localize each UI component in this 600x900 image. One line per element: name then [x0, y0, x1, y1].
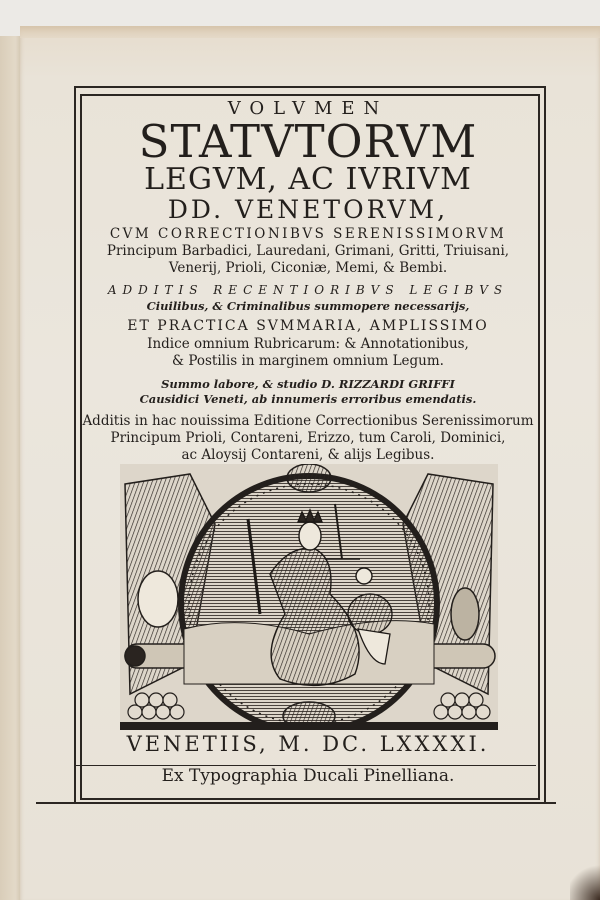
woodcut-engraving: [120, 464, 498, 730]
additions-heading: ADDITIS RECENTIORIBVS LEGIBVS: [107, 283, 509, 297]
place-and-date: VENETIIS, M. DC. LXXXXI.: [126, 732, 490, 756]
title-volumen: VOLVMEN: [227, 98, 389, 119]
corner-stain: [570, 860, 600, 900]
editor-line-1: Summo labore, & studio D. RIZZARDI GRIFFI: [161, 377, 455, 391]
new-edition-line-2: Principum Prioli, Contareni, Erizzo, tum Caroli, Dominici,: [110, 430, 506, 446]
book-spine-edge: [0, 36, 22, 900]
practica-line-2: & Postilis in marginem omnium Legum.: [172, 353, 444, 369]
top-mask-ornament: [287, 464, 331, 492]
practica-line-1: Indice omnium Rubricarum: & Annotationibus,: [147, 336, 469, 352]
title-text-block: [82, 96, 534, 486]
new-edition-line-3: ac Aloysij Contareni, & alijs Legibus.: [181, 447, 435, 463]
title-legum: LEGVM, AC IVRIVM: [144, 162, 472, 197]
corrections-line-1: Principum Barbadici, Lauredani, Grimani, Gritti, Triuisani,: [106, 243, 510, 259]
editor-line-2: Causidici Veneti, ab innumeris erroribus emendatis.: [139, 392, 477, 406]
additions-line-1: Ciuilibus, & Criminalibus summopere necessarijs,: [146, 299, 470, 313]
title-venetorum: DD. VENETORVM,: [167, 195, 449, 224]
corrections-heading: CVM CORRECTIONIBVS SERENISSIMORVM: [109, 226, 507, 242]
corrections-line-2: Venerij, Prioli, Ciconiæ, Memi, & Bembi.: [168, 260, 448, 276]
printer-imprint: Ex Typographia Ducali Pinelliana.: [161, 766, 455, 786]
title-statutorum: STATVTORVM: [138, 115, 478, 168]
new-edition-line-1: Additis in hac nouissima Editione Correctionibus Serenissimorum: [82, 413, 534, 429]
practica-heading: ET PRACTICA SVMMARIA, AMPLISSIMO: [127, 318, 489, 334]
bottom-border-rule: [36, 802, 556, 804]
page-top-edge: [20, 26, 600, 38]
